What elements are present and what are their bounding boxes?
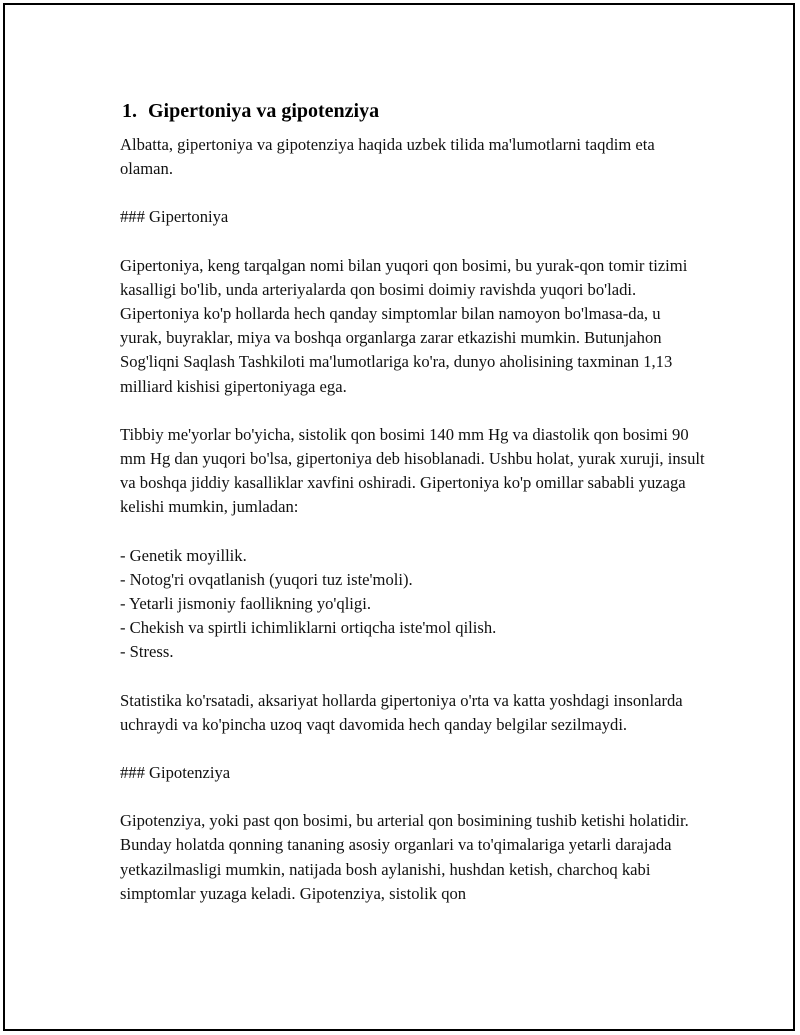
section-heading	[122, 97, 705, 125]
gipertoniya-paragraph-2: Tibbiy me'yorlar bo'yicha, sistolik qon bosimi 140 mm Hg va diastolik qon bosimi 90 mm Hg dan yuqori bo'lsa, gipertoniya deb hisoblanadi. Ushbu holat, yurak xuruji, insult va boshqa jiddiy kasalliklar xavfini oshiradi. Gipertoniya ko'p omillar sababli yuzaga kelishi mumkin, jumladan:	[120, 424, 705, 517]
gipertoniya-paragraph-1: Gipertoniya, keng tarqalgan nomi bilan yuqori qon bosimi, bu yurak-qon tomir tizimi kasalligi bo'lib, unda arteriyalarda qon bosimi doimiy ravishda yuqori bo'ladi. Gipertoniya ko'p hollarda hech qanday simptomlar bilan namoyon bo'lmasa-da, u yurak, buyraklar, miya va boshqa organlarga zarar etkazishi mumkin. Butunjahon Sog'liqni Saqlash Tashkiloti ma'lumotlariga ko'ra, dunyo aholisining taxminan 1,13 milliard kishisi gipertoniyaga ega.	[120, 255, 688, 396]
list-item: - Genetik moyillik.	[120, 545, 247, 565]
page-frame	[3, 3, 795, 1031]
subheading-gipotenziya: ### Gipotenziya	[120, 763, 231, 783]
list-item: - Yetarli jismoniy faollikning yo'qligi.	[120, 594, 371, 614]
heading-number: 1.	[122, 100, 137, 122]
list-item: - Notog'ri ovqatlanish (yuqori tuz iste'moli).	[120, 569, 413, 589]
gipertoniya-paragraph-3: Statistika ko'rsatadi, aksariyat hollarda gipertoniya o'rta va katta yoshdagi insonlarda uchraydi va ko'pincha uzoq vaqt davomida hech qanday belgilar sezilmaydi.	[120, 690, 683, 734]
intro-paragraph: Albatta, gipertoniya va gipotenziya haqida uzbek tilida ma'lumotlarni taqdim eta olaman.	[120, 135, 655, 179]
subheading-gipertoniya: ### Gipertoniya	[120, 207, 229, 227]
document-body	[120, 97, 705, 906]
risk-factor-list	[120, 544, 705, 665]
gipotenziya-paragraph-1: Gipotenziya, yoki past qon bosimi, bu arterial qon bosimining tushib ketishi holatidir. Bunday holatda qonning tananing asosiy organlari va to'qimalariga yetarli darajada yetkazilmasligi mumkin, natijada bosh aylanishi, hushdan ketish, charchoq kabi simptomlar yuzaga keladi. Gipotenziya, sistolik qon	[120, 811, 689, 903]
heading-title: Gipertoniya va gipotenziya	[148, 100, 380, 122]
list-item: - Chekish va spirtli ichimliklarni ortiqcha iste'mol qilish.	[120, 618, 497, 638]
list-item: - Stress.	[120, 642, 174, 662]
